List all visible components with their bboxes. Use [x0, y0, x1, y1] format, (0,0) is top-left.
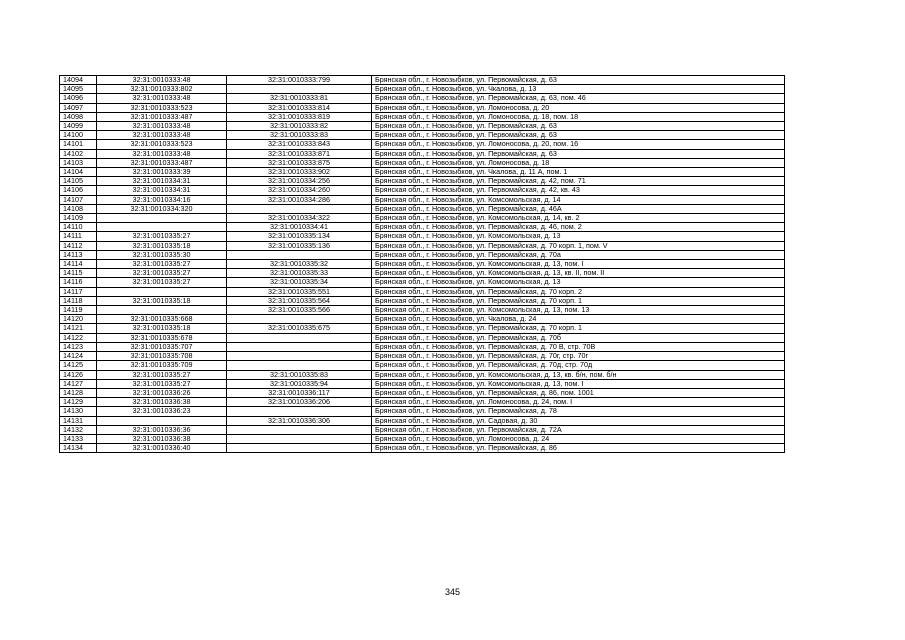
table-row — [60, 361, 785, 370]
object-cadastral-number-cell — [227, 204, 372, 213]
object-cadastral-number-cell: 32:31:0010335:134 — [227, 232, 372, 241]
row-number-cell: 14133 — [60, 434, 97, 443]
object-cadastral-number-cell — [227, 352, 372, 361]
parcel-cadastral-number-cell: 32:31:0010336:36 — [97, 425, 227, 434]
address-cell: Брянская обл., г. Новозыбков, ул. Комсомольская, д. 13, пом. 13 — [372, 306, 785, 315]
object-cadastral-number-cell: 32:31:0010333:871 — [227, 149, 372, 158]
table-row — [60, 352, 785, 361]
parcel-cadastral-number-cell: 32:31:0010334:16 — [97, 195, 227, 204]
table-row — [60, 76, 785, 85]
table-row — [60, 131, 785, 140]
object-cadastral-number-cell: 32:31:0010333:814 — [227, 103, 372, 112]
object-cadastral-number-cell: 32:31:0010334:286 — [227, 195, 372, 204]
row-number-cell: 14132 — [60, 425, 97, 434]
table-row — [60, 333, 785, 342]
address-cell: Брянская обл., г. Новозыбков, ул. Первомайская, д. 70 корп. 1, пом. V — [372, 241, 785, 250]
parcel-cadastral-number-cell: 32:31:0010336:38 — [97, 434, 227, 443]
object-cadastral-number-cell: 32:31:0010336:117 — [227, 388, 372, 397]
object-cadastral-number-cell: 32:31:0010335:564 — [227, 296, 372, 305]
row-number-cell: 14130 — [60, 407, 97, 416]
row-number-cell: 14099 — [60, 122, 97, 131]
object-cadastral-number-cell: 32:31:0010333:875 — [227, 158, 372, 167]
parcel-cadastral-number-cell — [97, 214, 227, 223]
row-number-cell: 14109 — [60, 214, 97, 223]
object-cadastral-number-cell: 32:31:0010333:81 — [227, 94, 372, 103]
table-row — [60, 122, 785, 131]
parcel-cadastral-number-cell: 32:31:0010335:708 — [97, 352, 227, 361]
parcel-cadastral-number-cell: 32:31:0010333:487 — [97, 112, 227, 121]
object-cadastral-number-cell: 32:31:0010335:33 — [227, 269, 372, 278]
address-cell: Брянская обл., г. Новозыбков, ул. Первомайская, д. 63 — [372, 76, 785, 85]
table-row — [60, 342, 785, 351]
address-cell: Брянская обл., г. Новозыбков, ул. Садовая, д. 30 — [372, 416, 785, 425]
address-cell: Брянская обл., г. Новозыбков, ул. Комсомольская, д. 13, пом. I — [372, 260, 785, 269]
table-row — [60, 407, 785, 416]
object-cadastral-number-cell: 32:31:0010335:32 — [227, 260, 372, 269]
address-cell: Брянская обл., г. Новозыбков, ул. Комсомольская, д. 14, кв. 2 — [372, 214, 785, 223]
row-number-cell: 14098 — [60, 112, 97, 121]
row-number-cell: 14119 — [60, 306, 97, 315]
table-row — [60, 186, 785, 195]
row-number-cell: 14095 — [60, 85, 97, 94]
object-cadastral-number-cell: 32:31:0010333:843 — [227, 140, 372, 149]
table-row — [60, 287, 785, 296]
parcel-cadastral-number-cell: 32:31:0010333:48 — [97, 94, 227, 103]
parcel-cadastral-number-cell: 32:31:0010333:48 — [97, 76, 227, 85]
address-cell: Брянская обл., г. Новозыбков, ул. Первомайская, д. 70б — [372, 333, 785, 342]
table-row — [60, 94, 785, 103]
parcel-cadastral-number-cell: 32:31:0010334:31 — [97, 186, 227, 195]
object-cadastral-number-cell: 32:31:0010336:206 — [227, 398, 372, 407]
table-row — [60, 379, 785, 388]
table-row — [60, 296, 785, 305]
table-row — [60, 388, 785, 397]
row-number-cell: 14124 — [60, 352, 97, 361]
table-row — [60, 168, 785, 177]
registry-table-body — [60, 76, 785, 453]
address-cell: Брянская обл., г. Новозыбков, ул. Первомайская, д. 63 — [372, 131, 785, 140]
parcel-cadastral-number-cell: 32:31:0010333:523 — [97, 103, 227, 112]
row-number-cell: 14102 — [60, 149, 97, 158]
address-cell: Брянская обл., г. Новозыбков, ул. Ломоносова, д. 24, пом. I — [372, 398, 785, 407]
parcel-cadastral-number-cell: 32:31:0010335:30 — [97, 250, 227, 259]
parcel-cadastral-number-cell: 32:31:0010336:38 — [97, 398, 227, 407]
table-row — [60, 195, 785, 204]
row-number-cell: 14127 — [60, 379, 97, 388]
parcel-cadastral-number-cell: 32:31:0010335:27 — [97, 278, 227, 287]
table-row — [60, 260, 785, 269]
address-cell: Брянская обл., г. Новозыбков, ул. Первомайская, д. 70 корп. 2 — [372, 287, 785, 296]
parcel-cadastral-number-cell: 32:31:0010336:40 — [97, 444, 227, 453]
parcel-cadastral-number-cell: 32:31:0010333:48 — [97, 122, 227, 131]
object-cadastral-number-cell: 32:31:0010334:322 — [227, 214, 372, 223]
address-cell: Брянская обл., г. Новозыбков, ул. Комсомольская, д. 13 — [372, 278, 785, 287]
object-cadastral-number-cell — [227, 85, 372, 94]
table-row — [60, 223, 785, 232]
object-cadastral-number-cell — [227, 333, 372, 342]
address-cell: Брянская обл., г. Новозыбков, ул. Комсомольская, д. 13, пом. I — [372, 379, 785, 388]
address-cell: Брянская обл., г. Новозыбков, ул. Первомайская, д. 46А — [372, 204, 785, 213]
parcel-cadastral-number-cell: 32:31:0010335:707 — [97, 342, 227, 351]
parcel-cadastral-number-cell — [97, 416, 227, 425]
address-cell: Брянская обл., г. Новозыбков, ул. Комсомольская, д. 13 — [372, 232, 785, 241]
row-number-cell: 14107 — [60, 195, 97, 204]
table-row — [60, 306, 785, 315]
row-number-cell: 14108 — [60, 204, 97, 213]
parcel-cadastral-number-cell: 32:31:0010335:709 — [97, 361, 227, 370]
row-number-cell: 14131 — [60, 416, 97, 425]
row-number-cell: 14111 — [60, 232, 97, 241]
parcel-cadastral-number-cell: 32:31:0010335:27 — [97, 370, 227, 379]
address-cell: Брянская обл., г. Новозыбков, ул. Первомайская, д. 70д, стр. 70д — [372, 361, 785, 370]
table-row — [60, 425, 785, 434]
object-cadastral-number-cell: 32:31:0010333:819 — [227, 112, 372, 121]
table-row — [60, 434, 785, 443]
parcel-cadastral-number-cell: 32:31:0010335:18 — [97, 241, 227, 250]
address-cell: Брянская обл., г. Новозыбков, ул. Первомайская, д. 70 В, стр. 70В — [372, 342, 785, 351]
object-cadastral-number-cell: 32:31:0010335:34 — [227, 278, 372, 287]
parcel-cadastral-number-cell: 32:31:0010333:48 — [97, 149, 227, 158]
address-cell: Брянская обл., г. Новозыбков, ул. Первомайская, д. 42, пом. 71 — [372, 177, 785, 186]
object-cadastral-number-cell — [227, 444, 372, 453]
row-number-cell: 14129 — [60, 398, 97, 407]
object-cadastral-number-cell: 32:31:0010334:260 — [227, 186, 372, 195]
row-number-cell: 14122 — [60, 333, 97, 342]
row-number-cell: 14116 — [60, 278, 97, 287]
table-row — [60, 241, 785, 250]
table-row — [60, 416, 785, 425]
row-number-cell: 14117 — [60, 287, 97, 296]
parcel-cadastral-number-cell: 32:31:0010336:23 — [97, 407, 227, 416]
table-row — [60, 370, 785, 379]
object-cadastral-number-cell: 32:31:0010335:551 — [227, 287, 372, 296]
row-number-cell: 14113 — [60, 250, 97, 259]
address-cell: Брянская обл., г. Новозыбков, ул. Первомайская, д. 63 — [372, 149, 785, 158]
table-row — [60, 444, 785, 453]
row-number-cell: 14128 — [60, 388, 97, 397]
address-cell: Брянская обл., г. Новозыбков, ул. Комсомольская, д. 13, кв. II, пом. II — [372, 269, 785, 278]
parcel-cadastral-number-cell: 32:31:0010335:27 — [97, 379, 227, 388]
property-registry-table — [59, 75, 785, 453]
table-row — [60, 250, 785, 259]
address-cell: Брянская обл., г. Новозыбков, ул. Чкалова, д. 24 — [372, 315, 785, 324]
object-cadastral-number-cell: 32:31:0010335:675 — [227, 324, 372, 333]
table-row — [60, 278, 785, 287]
address-cell: Брянская обл., г. Новозыбков, ул. Первомайская, д. 42, кв. 43 — [372, 186, 785, 195]
address-cell: Брянская обл., г. Новозыбков, ул. Комсомольская, д. 14 — [372, 195, 785, 204]
row-number-cell: 14105 — [60, 177, 97, 186]
address-cell: Брянская обл., г. Новозыбков, ул. Ломоносова, д. 18 — [372, 158, 785, 167]
row-number-cell: 14126 — [60, 370, 97, 379]
object-cadastral-number-cell: 32:31:0010333:83 — [227, 131, 372, 140]
parcel-cadastral-number-cell — [97, 223, 227, 232]
parcel-cadastral-number-cell: 32:31:0010335:27 — [97, 269, 227, 278]
parcel-cadastral-number-cell: 32:31:0010335:668 — [97, 315, 227, 324]
table-row — [60, 398, 785, 407]
table-row — [60, 214, 785, 223]
row-number-cell: 14100 — [60, 131, 97, 140]
object-cadastral-number-cell: 32:31:0010334:256 — [227, 177, 372, 186]
address-cell: Брянская обл., г. Новозыбков, ул. Первомайская, д. 70г, стр. 70г — [372, 352, 785, 361]
address-cell: Брянская обл., г. Новозыбков, ул. Первомайская, д. 86 — [372, 444, 785, 453]
row-number-cell: 14104 — [60, 168, 97, 177]
row-number-cell: 14096 — [60, 94, 97, 103]
row-number-cell: 14123 — [60, 342, 97, 351]
address-cell: Брянская обл., г. Новозыбков, ул. Первомайская, д. 46, пом. 2 — [372, 223, 785, 232]
row-number-cell: 14115 — [60, 269, 97, 278]
object-cadastral-number-cell — [227, 407, 372, 416]
object-cadastral-number-cell: 32:31:0010335:136 — [227, 241, 372, 250]
object-cadastral-number-cell: 32:31:0010333:82 — [227, 122, 372, 131]
row-number-cell: 14103 — [60, 158, 97, 167]
parcel-cadastral-number-cell: 32:31:0010333:487 — [97, 158, 227, 167]
row-number-cell: 14121 — [60, 324, 97, 333]
object-cadastral-number-cell — [227, 434, 372, 443]
object-cadastral-number-cell: 32:31:0010335:94 — [227, 379, 372, 388]
table-row — [60, 140, 785, 149]
object-cadastral-number-cell — [227, 315, 372, 324]
address-cell: Брянская обл., г. Новозыбков, ул. Первомайская, д. 63, пом. 46 — [372, 94, 785, 103]
address-cell: Брянская обл., г. Новозыбков, ул. Ломоносова, д. 20 — [372, 103, 785, 112]
address-cell: Брянская обл., г. Новозыбков, ул. Первомайская, д. 63 — [372, 122, 785, 131]
table-row — [60, 149, 785, 158]
parcel-cadastral-number-cell: 32:31:0010335:27 — [97, 232, 227, 241]
parcel-cadastral-number-cell: 32:31:0010333:48 — [97, 131, 227, 140]
object-cadastral-number-cell — [227, 425, 372, 434]
row-number-cell: 14106 — [60, 186, 97, 195]
table-row — [60, 204, 785, 213]
table-row — [60, 112, 785, 121]
parcel-cadastral-number-cell — [97, 306, 227, 315]
parcel-cadastral-number-cell: 32:31:0010333:802 — [97, 85, 227, 94]
parcel-cadastral-number-cell: 32:31:0010334:31 — [97, 177, 227, 186]
address-cell: Брянская обл., г. Новозыбков, ул. Первомайская, д. 72А — [372, 425, 785, 434]
address-cell: Брянская обл., г. Новозыбков, ул. Ломоносова, д. 18, пом. 18 — [372, 112, 785, 121]
table-row — [60, 85, 785, 94]
address-cell: Брянская обл., г. Новозыбков, ул. Первомайская, д. 70 корп. 1 — [372, 324, 785, 333]
row-number-cell: 14101 — [60, 140, 97, 149]
address-cell: Брянская обл., г. Новозыбков, ул. Чкалова, д. 11 А, пом. 1 — [372, 168, 785, 177]
parcel-cadastral-number-cell: 32:31:0010333:39 — [97, 168, 227, 177]
parcel-cadastral-number-cell: 32:31:0010334:320 — [97, 204, 227, 213]
object-cadastral-number-cell: 32:31:0010333:902 — [227, 168, 372, 177]
table-row — [60, 269, 785, 278]
object-cadastral-number-cell: 32:31:0010333:799 — [227, 76, 372, 85]
parcel-cadastral-number-cell: 32:31:0010335:27 — [97, 260, 227, 269]
row-number-cell: 14118 — [60, 296, 97, 305]
table-row — [60, 103, 785, 112]
parcel-cadastral-number-cell: 32:31:0010335:18 — [97, 324, 227, 333]
object-cadastral-number-cell — [227, 361, 372, 370]
address-cell: Брянская обл., г. Новозыбков, ул. Первомайская, д. 86, пом. 1001 — [372, 388, 785, 397]
page-number: 345 — [444, 587, 461, 597]
object-cadastral-number-cell — [227, 250, 372, 259]
row-number-cell: 14125 — [60, 361, 97, 370]
row-number-cell: 14097 — [60, 103, 97, 112]
parcel-cadastral-number-cell: 32:31:0010336:26 — [97, 388, 227, 397]
address-cell: Брянская обл., г. Новозыбков, ул. Первомайская, д. 78 — [372, 407, 785, 416]
parcel-cadastral-number-cell: 32:31:0010333:523 — [97, 140, 227, 149]
row-number-cell: 14134 — [60, 444, 97, 453]
table-row — [60, 315, 785, 324]
object-cadastral-number-cell: 32:31:0010335:566 — [227, 306, 372, 315]
address-cell: Брянская обл., г. Новозыбков, ул. Чкалова, д. 13 — [372, 85, 785, 94]
row-number-cell: 14094 — [60, 76, 97, 85]
table-row — [60, 324, 785, 333]
object-cadastral-number-cell: 32:31:0010335:83 — [227, 370, 372, 379]
parcel-cadastral-number-cell — [97, 287, 227, 296]
table-row — [60, 177, 785, 186]
object-cadastral-number-cell: 32:31:0010334:41 — [227, 223, 372, 232]
table-row — [60, 232, 785, 241]
address-cell: Брянская обл., г. Новозыбков, ул. Первомайская, д. 70 корп. 1 — [372, 296, 785, 305]
address-cell: Брянская обл., г. Новозыбков, ул. Комсомольская, д. 13, кв. б/н, пом. б/н — [372, 370, 785, 379]
address-cell: Брянская обл., г. Новозыбков, ул. Ломоносова, д. 24 — [372, 434, 785, 443]
object-cadastral-number-cell: 32:31:0010336:306 — [227, 416, 372, 425]
row-number-cell: 14110 — [60, 223, 97, 232]
table-row — [60, 158, 785, 167]
row-number-cell: 14120 — [60, 315, 97, 324]
row-number-cell: 14112 — [60, 241, 97, 250]
object-cadastral-number-cell — [227, 342, 372, 351]
address-cell: Брянская обл., г. Новозыбков, ул. Первомайская, д. 70а — [372, 250, 785, 259]
parcel-cadastral-number-cell: 32:31:0010335:18 — [97, 296, 227, 305]
parcel-cadastral-number-cell: 32:31:0010335:678 — [97, 333, 227, 342]
address-cell: Брянская обл., г. Новозыбков, ул. Ломоносова, д. 20, пом. 16 — [372, 140, 785, 149]
row-number-cell: 14114 — [60, 260, 97, 269]
